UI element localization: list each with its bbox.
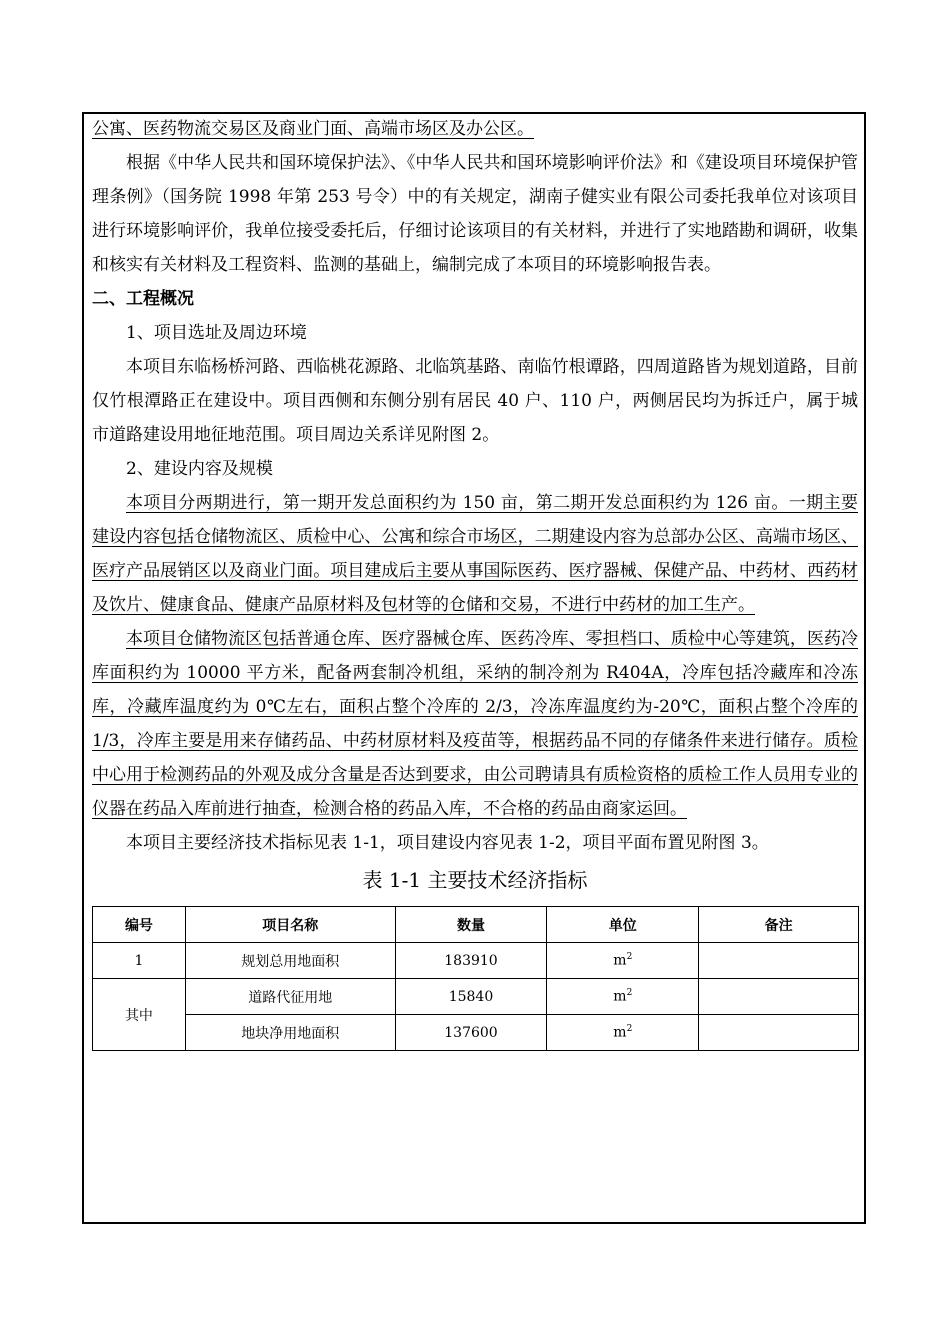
section-heading: 二、工程概况	[92, 289, 194, 309]
table-row	[93, 979, 859, 1015]
cell-qty: 183910	[395, 943, 547, 979]
cell-group-label: 其中	[93, 979, 186, 1051]
header-note: 备注	[699, 907, 859, 943]
paragraph-law: 根据《中华人民共和国环境保护法》、《中华人民共和国环境影响评价法》和《建设项目环境保护管理条例》（国务院 1998 年第 253 号令）中的有关规定，湖南子健实业有限公司委托我单位对该项目进行环境影响评价，我单位接受委托后，仔细讨论该项目的有关材料，并进行了实地踏勘和调研，收集和核实有关材料及工程资料、监测的基础上，编制完成了本项目的环境影响报告表。	[92, 153, 858, 275]
cell-qty: 15840	[395, 979, 547, 1015]
cell-qty: 137600	[395, 1015, 547, 1051]
table-header-row	[93, 907, 859, 943]
cell-name: 地块净用地面积	[185, 1015, 395, 1051]
cell-no: 1	[93, 943, 186, 979]
cell-unit: $m^2$	[547, 1015, 699, 1051]
subheading-site: 1、项目选址及周边环境	[126, 323, 307, 343]
header-unit: 单位	[547, 907, 699, 943]
document-body	[92, 112, 858, 1051]
cell-unit: $m^2$	[547, 943, 699, 979]
table-title: 表 1-1 主要技术经济指标	[362, 868, 588, 892]
paragraph-site: 本项目东临杨桥河路、西临桃花源路、北临筑基路、南临竹根谭路，四周道路皆为规划道路，目前仅竹根潭路正在建设中。项目西侧和东侧分别有居民 40 户、110 户，两侧居民均为拆迁户，属于城市道路建设用地征地范围。项目周边关系详见附图 2。	[92, 357, 858, 445]
cell-note	[699, 1015, 859, 1051]
paragraph-scale: 本项目分两期进行，第一期开发总面积约为 150 亩，第二期开发总面积约为 126 亩。一期主要建设内容包括仓储物流区、质检中心、公寓和综合市场区，二期建设内容为总部办公区、高端市场区、医疗产品展销区以及商业门面。项目建成后主要从事国际医药、医疗器械、保健产品、中药材、西药材及饮片、健康食品、健康产品原材料及包材等的仓储和交易，不进行中药材的加工生产。	[92, 493, 858, 615]
subheading-scale: 2、建设内容及规模	[126, 459, 273, 479]
cell-note	[699, 943, 859, 979]
header-name: 项目名称	[185, 907, 395, 943]
paragraph-storage: 本项目仓储物流区包括普通仓库、医疗器械仓库、医药冷库、零担档口、质检中心等建筑，医药冷库面积约为 10000 平方米，配备两套制冷机组，采纳的制冷剂为 R404A，冷库包括冷藏库和冷冻库，冷藏库温度约为 0℃左右，面积占整个冷库的 2/3，冷冻库温度约为-20℃，面积占整个冷库的 1/3，冷库主要是用来存储药品、中药材原材料及疫苗等，根据药品不同的存储条件来进行储存。质检中心用于检测药品的外观及成分含量是否达到要求，由公司聘请具有质检资格的质检工作人员用专业的仪器在药品入库前进行抽查，检测合格的药品入库，不合格的药品由商家运回。	[92, 629, 858, 819]
header-no: 编号	[93, 907, 186, 943]
table-row	[93, 1015, 859, 1051]
continued-line: 公寓、医药物流交易区及商业门面、高端市场区及办公区。	[92, 119, 534, 139]
paragraph-reference: 本项目主要经济技术指标见表 1-1，项目建设内容见表 1-2，项目平面布置见附图 3。	[126, 833, 769, 853]
indicator-table	[92, 906, 859, 1051]
header-qty: 数量	[395, 907, 547, 943]
cell-unit: $m^2$	[547, 979, 699, 1015]
cell-note	[699, 979, 859, 1015]
table-row	[93, 943, 859, 979]
cell-name: 道路代征用地	[185, 979, 395, 1015]
cell-name: 规划总用地面积	[185, 943, 395, 979]
